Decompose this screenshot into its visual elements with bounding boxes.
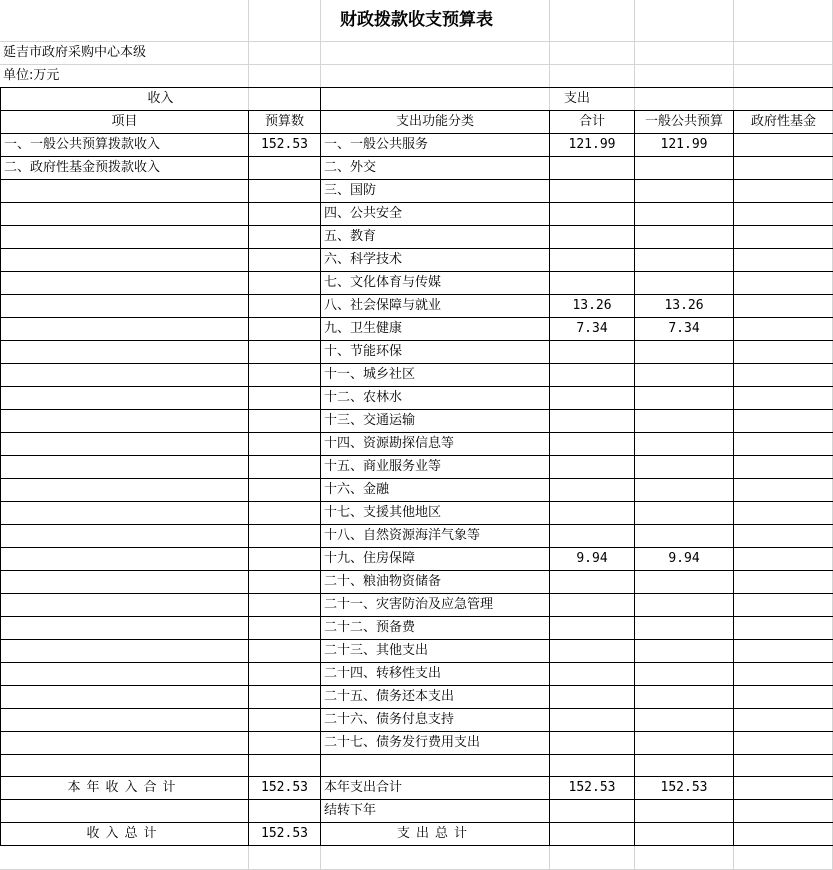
empty-cell bbox=[249, 800, 321, 823]
income-item-cell bbox=[1, 387, 249, 410]
table-row bbox=[1, 295, 833, 318]
income-item-cell bbox=[1, 594, 249, 617]
expense-fund-cell bbox=[734, 249, 833, 272]
income-item-cell bbox=[1, 249, 249, 272]
expense-func-cell: 十七、支援其他地区 bbox=[321, 502, 550, 525]
expense-fund-cell bbox=[734, 134, 833, 157]
expense-total-cell bbox=[550, 663, 635, 686]
income-total-label: 收入总计 bbox=[1, 823, 249, 846]
expense-fund-cell bbox=[734, 203, 833, 226]
expense-fund-cell bbox=[734, 617, 833, 640]
income-item-cell bbox=[1, 456, 249, 479]
expense-func-cell: 五、教育 bbox=[321, 226, 550, 249]
income-item-cell bbox=[1, 686, 249, 709]
income-value-cell bbox=[249, 157, 321, 180]
expense-total-cell bbox=[550, 755, 635, 777]
year-expense-general: 152.53 bbox=[635, 777, 734, 800]
income-item-cell bbox=[1, 548, 249, 571]
expense-func-cell: 十二、农林水 bbox=[321, 387, 550, 410]
table-row bbox=[1, 525, 833, 548]
expense-general-cell bbox=[635, 433, 734, 456]
expense-total-cell bbox=[550, 364, 635, 387]
expense-fund-cell bbox=[734, 640, 833, 663]
expense-total-cell bbox=[550, 571, 635, 594]
income-value-cell bbox=[249, 663, 321, 686]
expense-total-label: 支出总计 bbox=[321, 823, 550, 846]
expense-func-cell: 十一、城乡社区 bbox=[321, 364, 550, 387]
carry-label: 结转下年 bbox=[321, 800, 550, 823]
income-item-cell bbox=[1, 617, 249, 640]
expense-general-cell bbox=[635, 249, 734, 272]
income-header: 收入 bbox=[1, 88, 321, 111]
table-row bbox=[1, 571, 833, 594]
expense-general-cell bbox=[635, 180, 734, 203]
expense-func-cell: 十、节能环保 bbox=[321, 341, 550, 364]
income-value-cell bbox=[249, 410, 321, 433]
income-value-cell bbox=[249, 180, 321, 203]
income-item-cell bbox=[1, 525, 249, 548]
expense-total-cell bbox=[550, 479, 635, 502]
expense-total-cell bbox=[550, 387, 635, 410]
expense-fund-cell bbox=[734, 387, 833, 410]
page-title: 财政拨款收支预算表 bbox=[340, 10, 493, 30]
expense-func-cell: 十四、资源勘探信息等 bbox=[321, 433, 550, 456]
summary-row bbox=[1, 823, 833, 846]
income-item-cell: 二、政府性基金预拨款收入 bbox=[1, 157, 249, 180]
empty-cell bbox=[1, 800, 249, 823]
gov-fund-header: 政府性基金 bbox=[734, 111, 833, 134]
table-row bbox=[1, 249, 833, 272]
table-row bbox=[1, 640, 833, 663]
expense-total-cell bbox=[550, 410, 635, 433]
table-row bbox=[1, 663, 833, 686]
expense-total-cell: 7.34 bbox=[550, 318, 635, 341]
table-row bbox=[1, 479, 833, 502]
income-value-cell: 152.53 bbox=[249, 134, 321, 157]
year-expense-label: 本年支出合计 bbox=[321, 777, 550, 800]
income-item-cell bbox=[1, 709, 249, 732]
income-value-cell bbox=[249, 295, 321, 318]
table-row bbox=[1, 364, 833, 387]
income-value-cell bbox=[249, 203, 321, 226]
expense-total-cell bbox=[550, 249, 635, 272]
income-value-cell bbox=[249, 548, 321, 571]
expense-total-cell bbox=[550, 272, 635, 295]
expense-fund-cell bbox=[734, 709, 833, 732]
expense-fund-cell bbox=[734, 364, 833, 387]
expense-total-cell bbox=[550, 640, 635, 663]
income-total-value: 152.53 bbox=[249, 823, 321, 846]
expense-general-cell: 121.99 bbox=[635, 134, 734, 157]
expense-fund-cell bbox=[734, 571, 833, 594]
income-value-cell bbox=[249, 617, 321, 640]
item-header: 项目 bbox=[1, 111, 249, 134]
income-value-cell bbox=[249, 640, 321, 663]
income-item-cell bbox=[1, 479, 249, 502]
year-expense-total: 152.53 bbox=[550, 777, 635, 800]
expense-general-cell bbox=[635, 571, 734, 594]
table-row bbox=[1, 617, 833, 640]
table-row bbox=[1, 732, 833, 755]
expense-total-cell bbox=[550, 732, 635, 755]
expense-general-cell: 9.94 bbox=[635, 548, 734, 571]
income-value-cell bbox=[249, 732, 321, 755]
header-row-1 bbox=[1, 88, 833, 111]
expense-general-cell bbox=[635, 732, 734, 755]
expense-total-cell: 9.94 bbox=[550, 548, 635, 571]
income-value-cell bbox=[249, 571, 321, 594]
expense-general-cell: 13.26 bbox=[635, 295, 734, 318]
expense-fund-cell bbox=[734, 180, 833, 203]
func-header: 支出功能分类 bbox=[321, 111, 550, 134]
expense-func-cell: 十九、住房保障 bbox=[321, 548, 550, 571]
table-row bbox=[1, 341, 833, 364]
expense-total-cell bbox=[550, 686, 635, 709]
income-value-cell bbox=[249, 686, 321, 709]
table-row bbox=[1, 686, 833, 709]
summary-row bbox=[1, 777, 833, 800]
expense-fund-cell bbox=[734, 479, 833, 502]
income-item-cell bbox=[1, 433, 249, 456]
expense-general-cell bbox=[635, 157, 734, 180]
expense-total-cell bbox=[550, 502, 635, 525]
income-item-cell bbox=[1, 341, 249, 364]
expense-fund-cell bbox=[734, 456, 833, 479]
income-value-cell bbox=[249, 318, 321, 341]
expense-general-cell bbox=[635, 479, 734, 502]
expense-total-cell bbox=[550, 433, 635, 456]
income-item-cell bbox=[1, 180, 249, 203]
expense-total-cell bbox=[550, 709, 635, 732]
empty-cell bbox=[635, 800, 734, 823]
general-header: 一般公共预算 bbox=[635, 111, 734, 134]
expense-fund-cell bbox=[734, 755, 833, 777]
expense-header: 支出 bbox=[321, 88, 833, 111]
expense-fund-cell bbox=[734, 226, 833, 249]
expense-fund-cell bbox=[734, 295, 833, 318]
table-row bbox=[1, 157, 833, 180]
expense-fund-cell bbox=[734, 525, 833, 548]
expense-total-cell bbox=[550, 203, 635, 226]
expense-fund-cell bbox=[734, 410, 833, 433]
expense-general-cell bbox=[635, 410, 734, 433]
income-item-cell bbox=[1, 364, 249, 387]
expense-total-cell bbox=[550, 594, 635, 617]
budget-header: 预算数 bbox=[249, 111, 321, 134]
expense-func-cell bbox=[321, 755, 550, 777]
expense-total-cell bbox=[550, 456, 635, 479]
table-row bbox=[1, 387, 833, 410]
expense-fund-cell bbox=[734, 594, 833, 617]
income-item-cell bbox=[1, 203, 249, 226]
income-value-cell bbox=[249, 755, 321, 777]
table-row bbox=[1, 755, 833, 777]
income-value-cell bbox=[249, 226, 321, 249]
expense-general-cell bbox=[635, 709, 734, 732]
expense-fund-cell bbox=[734, 732, 833, 755]
income-item-cell bbox=[1, 732, 249, 755]
income-item-cell bbox=[1, 663, 249, 686]
expense-total-cell: 121.99 bbox=[550, 134, 635, 157]
expense-general-cell bbox=[635, 226, 734, 249]
expense-func-cell: 九、卫生健康 bbox=[321, 318, 550, 341]
income-value-cell bbox=[249, 387, 321, 410]
expense-func-cell: 一、一般公共服务 bbox=[321, 134, 550, 157]
income-value-cell bbox=[249, 479, 321, 502]
empty-cell bbox=[635, 823, 734, 846]
expense-general-cell bbox=[635, 203, 734, 226]
expense-fund-cell bbox=[734, 686, 833, 709]
expense-func-cell: 八、社会保障与就业 bbox=[321, 295, 550, 318]
table-row bbox=[1, 272, 833, 295]
unit-label: 单位:万元 bbox=[3, 68, 60, 83]
expense-fund-cell bbox=[734, 318, 833, 341]
table-row bbox=[1, 180, 833, 203]
expense-func-cell: 三、国防 bbox=[321, 180, 550, 203]
income-value-cell bbox=[249, 502, 321, 525]
year-income-value: 152.53 bbox=[249, 777, 321, 800]
expense-fund-cell bbox=[734, 502, 833, 525]
table-row bbox=[1, 456, 833, 479]
income-item-cell bbox=[1, 640, 249, 663]
empty-cell bbox=[550, 800, 635, 823]
expense-fund-cell bbox=[734, 433, 833, 456]
table-row bbox=[1, 709, 833, 732]
year-income-label: 本年收入合计 bbox=[1, 777, 249, 800]
expense-func-cell: 七、文化体育与传媒 bbox=[321, 272, 550, 295]
expense-func-cell: 六、科学技术 bbox=[321, 249, 550, 272]
income-item-cell bbox=[1, 226, 249, 249]
income-value-cell bbox=[249, 249, 321, 272]
expense-func-cell: 十五、商业服务业等 bbox=[321, 456, 550, 479]
table-row bbox=[1, 226, 833, 249]
expense-fund-cell bbox=[734, 663, 833, 686]
expense-func-cell: 二十四、转移性支出 bbox=[321, 663, 550, 686]
income-value-cell bbox=[249, 456, 321, 479]
expense-func-cell: 二十、粮油物资储备 bbox=[321, 571, 550, 594]
income-value-cell bbox=[249, 709, 321, 732]
expense-general-cell bbox=[635, 686, 734, 709]
expense-func-cell: 四、公共安全 bbox=[321, 203, 550, 226]
expense-general-cell bbox=[635, 341, 734, 364]
income-item-cell bbox=[1, 272, 249, 295]
expense-total-cell: 13.26 bbox=[550, 295, 635, 318]
expense-general-cell bbox=[635, 456, 734, 479]
expense-func-cell: 二十一、灾害防治及应急管理 bbox=[321, 594, 550, 617]
table-row bbox=[1, 433, 833, 456]
header-row-2 bbox=[1, 111, 833, 134]
income-item-cell bbox=[1, 755, 249, 777]
expense-total-cell bbox=[550, 157, 635, 180]
year-expense-fund bbox=[734, 777, 833, 800]
expense-general-cell bbox=[635, 617, 734, 640]
expense-general-cell bbox=[635, 387, 734, 410]
budget-table bbox=[0, 87, 833, 846]
table-row bbox=[1, 502, 833, 525]
income-value-cell bbox=[249, 364, 321, 387]
expense-total-cell bbox=[550, 226, 635, 249]
empty-cell bbox=[550, 823, 635, 846]
expense-fund-cell bbox=[734, 341, 833, 364]
expense-func-cell: 二十六、债务付息支持 bbox=[321, 709, 550, 732]
expense-func-cell: 二十三、其他支出 bbox=[321, 640, 550, 663]
expense-func-cell: 二十二、预备费 bbox=[321, 617, 550, 640]
expense-total-cell bbox=[550, 180, 635, 203]
expense-total-cell bbox=[550, 341, 635, 364]
income-value-cell bbox=[249, 433, 321, 456]
table-row bbox=[1, 203, 833, 226]
income-item-cell bbox=[1, 502, 249, 525]
expense-func-cell: 二十七、债务发行费用支出 bbox=[321, 732, 550, 755]
table-row bbox=[1, 410, 833, 433]
expense-func-cell: 二十五、债务还本支出 bbox=[321, 686, 550, 709]
income-value-cell bbox=[249, 525, 321, 548]
table-row bbox=[1, 548, 833, 571]
expense-general-cell bbox=[635, 640, 734, 663]
expense-func-cell: 二、外交 bbox=[321, 157, 550, 180]
expense-general-cell bbox=[635, 663, 734, 686]
expense-fund-cell bbox=[734, 157, 833, 180]
expense-general-cell: 7.34 bbox=[635, 318, 734, 341]
expense-func-cell: 十八、自然资源海洋气象等 bbox=[321, 525, 550, 548]
table-row bbox=[1, 134, 833, 157]
expense-general-cell bbox=[635, 364, 734, 387]
expense-fund-cell bbox=[734, 272, 833, 295]
expense-general-cell bbox=[635, 272, 734, 295]
table-row bbox=[1, 318, 833, 341]
income-item-cell bbox=[1, 295, 249, 318]
income-value-cell bbox=[249, 272, 321, 295]
table-row bbox=[1, 594, 833, 617]
income-value-cell bbox=[249, 594, 321, 617]
income-value-cell bbox=[249, 341, 321, 364]
income-item-cell: 一、一般公共预算拨款收入 bbox=[1, 134, 249, 157]
empty-cell bbox=[734, 800, 833, 823]
expense-general-cell bbox=[635, 594, 734, 617]
unit-name: 延吉市政府采购中心本级 bbox=[3, 45, 147, 60]
expense-func-cell: 十三、交通运输 bbox=[321, 410, 550, 433]
expense-total-cell bbox=[550, 525, 635, 548]
expense-func-cell: 十六、金融 bbox=[321, 479, 550, 502]
empty-cell bbox=[734, 823, 833, 846]
summary-row bbox=[1, 800, 833, 823]
expense-total-cell bbox=[550, 617, 635, 640]
income-item-cell bbox=[1, 571, 249, 594]
total-header: 合计 bbox=[550, 111, 635, 134]
expense-general-cell bbox=[635, 525, 734, 548]
expense-general-cell bbox=[635, 755, 734, 777]
expense-general-cell bbox=[635, 502, 734, 525]
income-item-cell bbox=[1, 318, 249, 341]
expense-fund-cell bbox=[734, 548, 833, 571]
income-item-cell bbox=[1, 410, 249, 433]
